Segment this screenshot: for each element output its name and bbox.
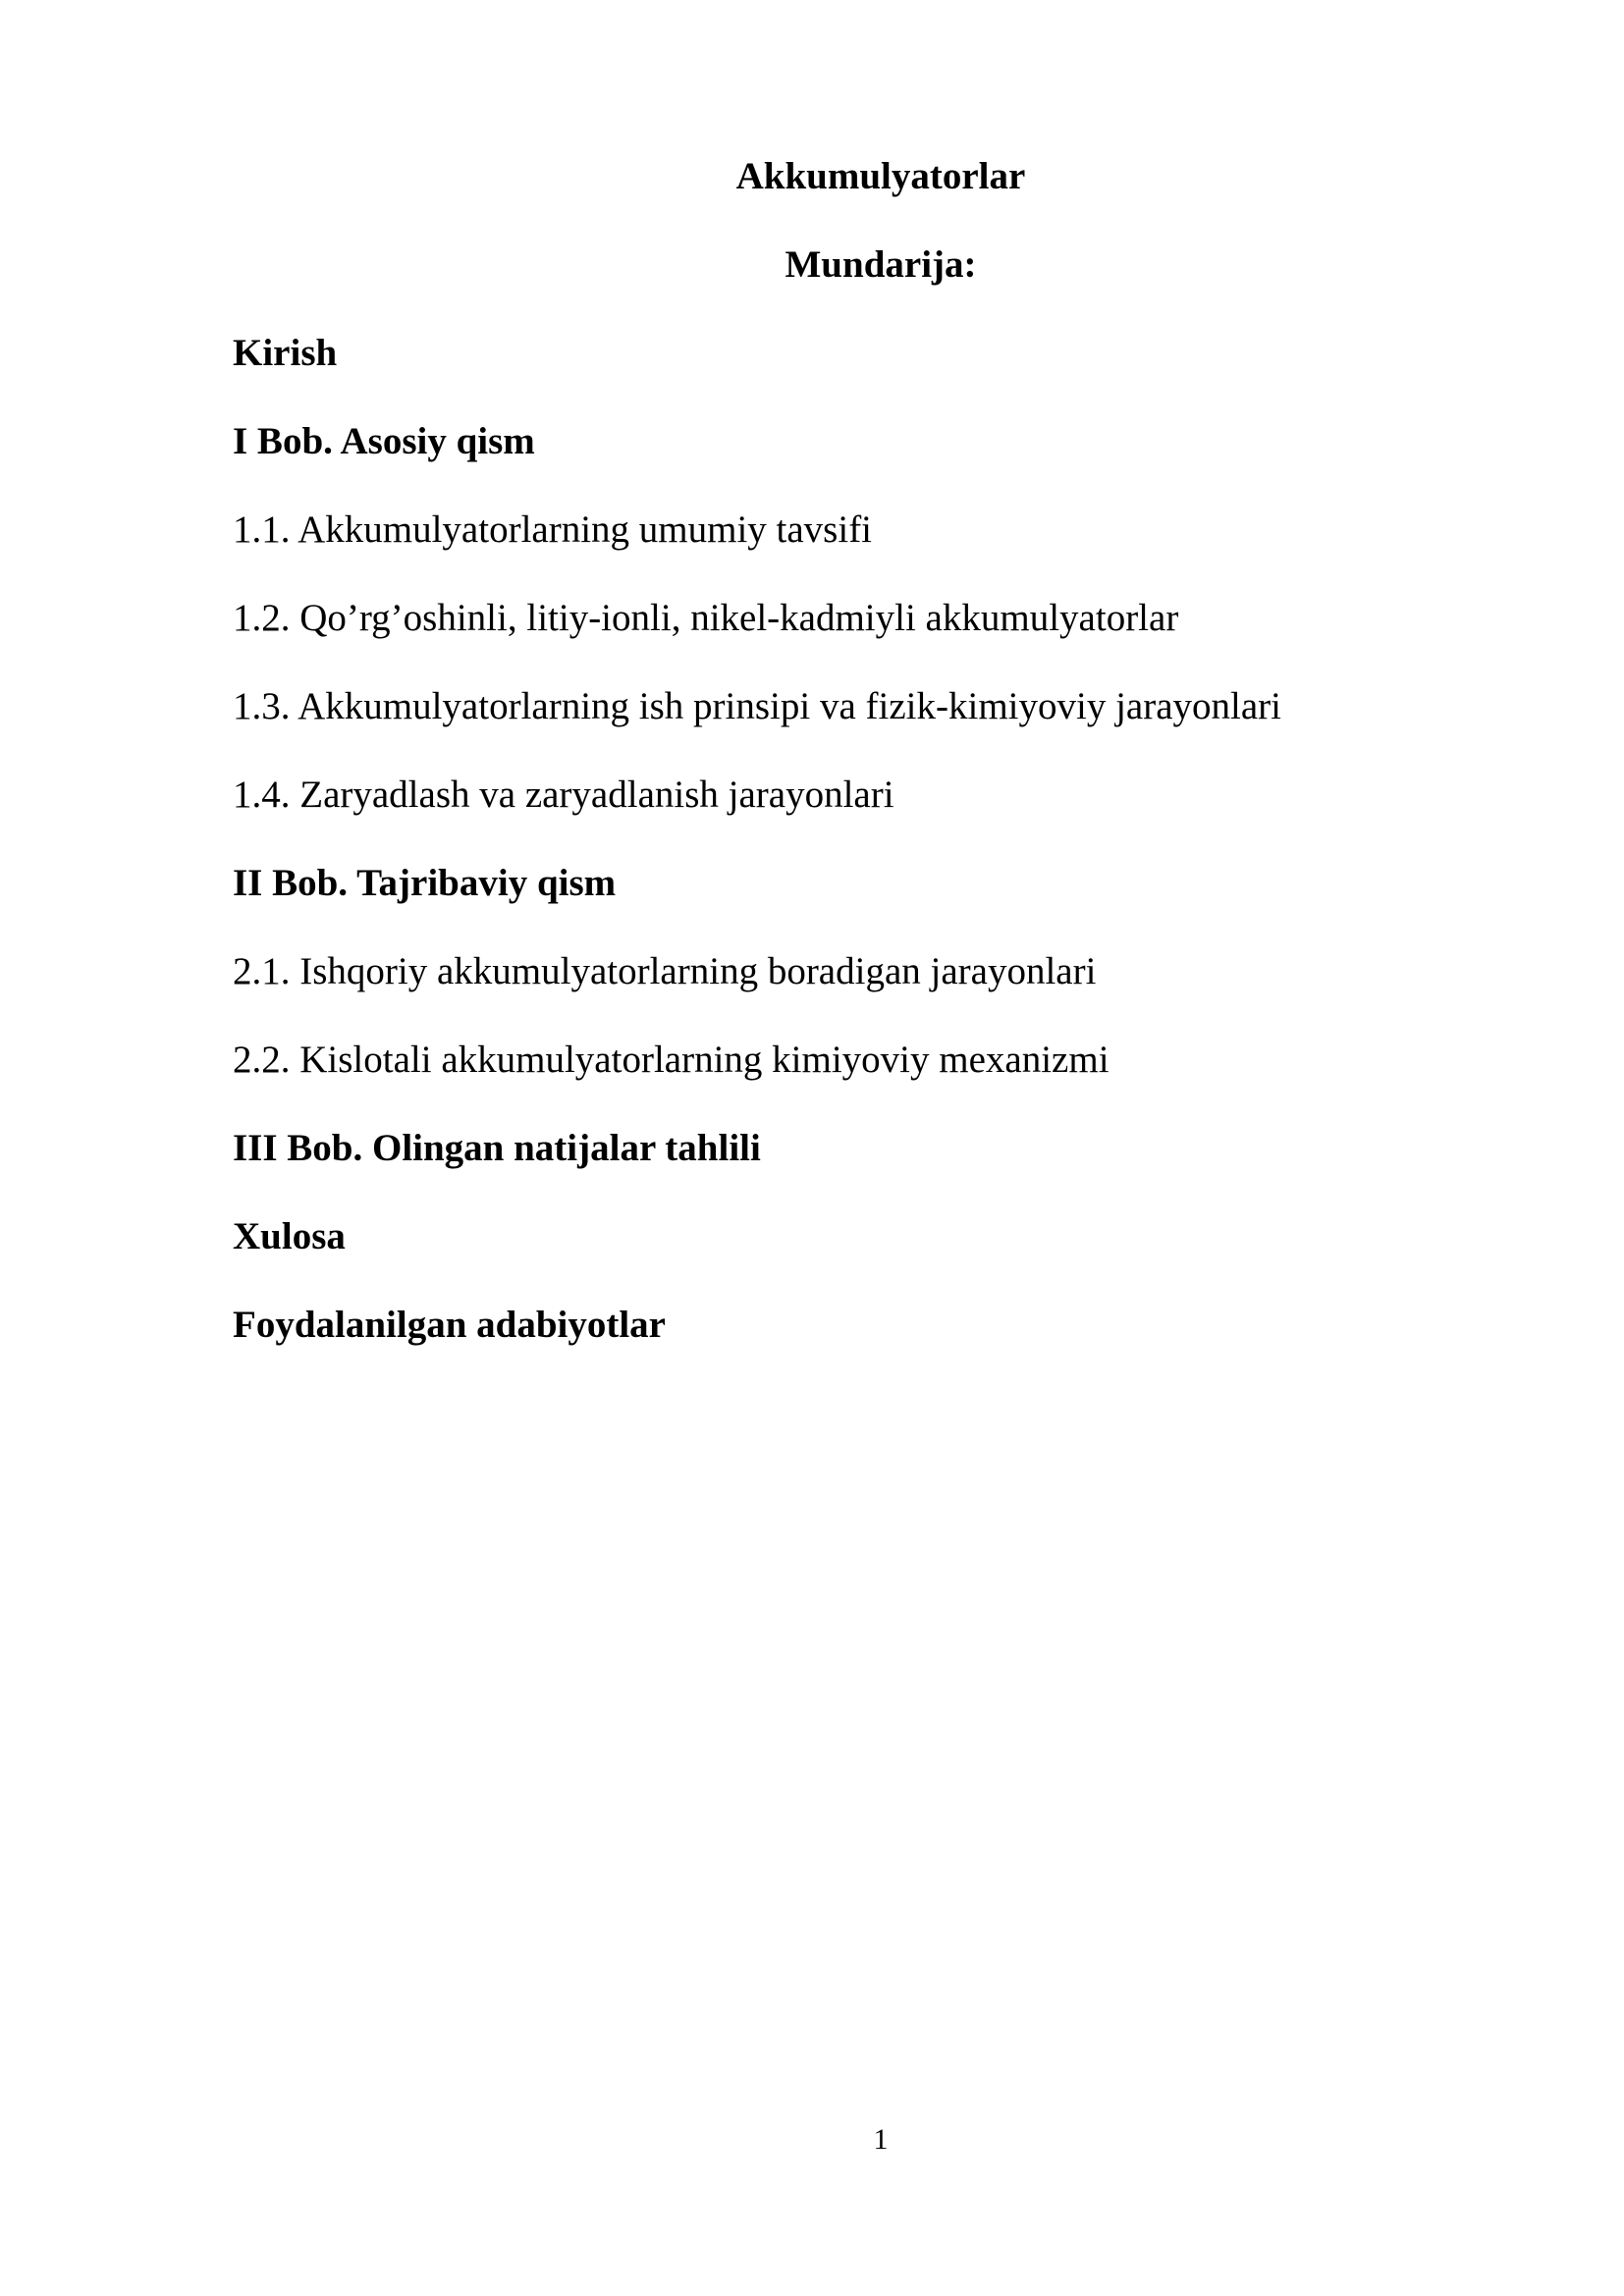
document-title: Akkumulyatorlar xyxy=(735,155,1026,197)
page-number: 1 xyxy=(873,2123,889,2156)
table-of-contents xyxy=(233,331,1529,1347)
toc-item: Foydalanilgan adabiyotlar xyxy=(233,1304,666,1346)
toc-item: Kirish xyxy=(233,332,338,374)
toc-item: 1.4. Zaryadlash va zaryadlanish jarayonlari xyxy=(233,774,894,816)
toc-item: 1.1. Akkumulyatorlarning umumiy tavsifi xyxy=(233,508,873,551)
toc-item: II Bob. Tajribaviy qism xyxy=(233,862,617,904)
toc-item: Xulosa xyxy=(233,1215,346,1257)
toc-item: 1.3. Akkumulyatorlarning ish prinsipi va fizik-kimiyoviy jarayonlari xyxy=(233,685,1281,727)
toc-item: 2.1. Ishqoriy akkumulyatorlarning boradigan jarayonlari xyxy=(233,950,1097,992)
toc-item: III Bob. Olingan natijalar tahlili xyxy=(233,1127,761,1169)
toc-item: 1.2. Qo’rg’oshinli, litiy-ionli, nikel-kadmiyli akkumulyatorlar xyxy=(233,597,1179,639)
toc-item: 2.2. Kislotali akkumulyatorlarning kimiyoviy mexanizmi xyxy=(233,1039,1110,1081)
toc-item: I Bob. Asosiy qism xyxy=(233,420,535,462)
toc-heading: Mundarija: xyxy=(785,243,977,286)
